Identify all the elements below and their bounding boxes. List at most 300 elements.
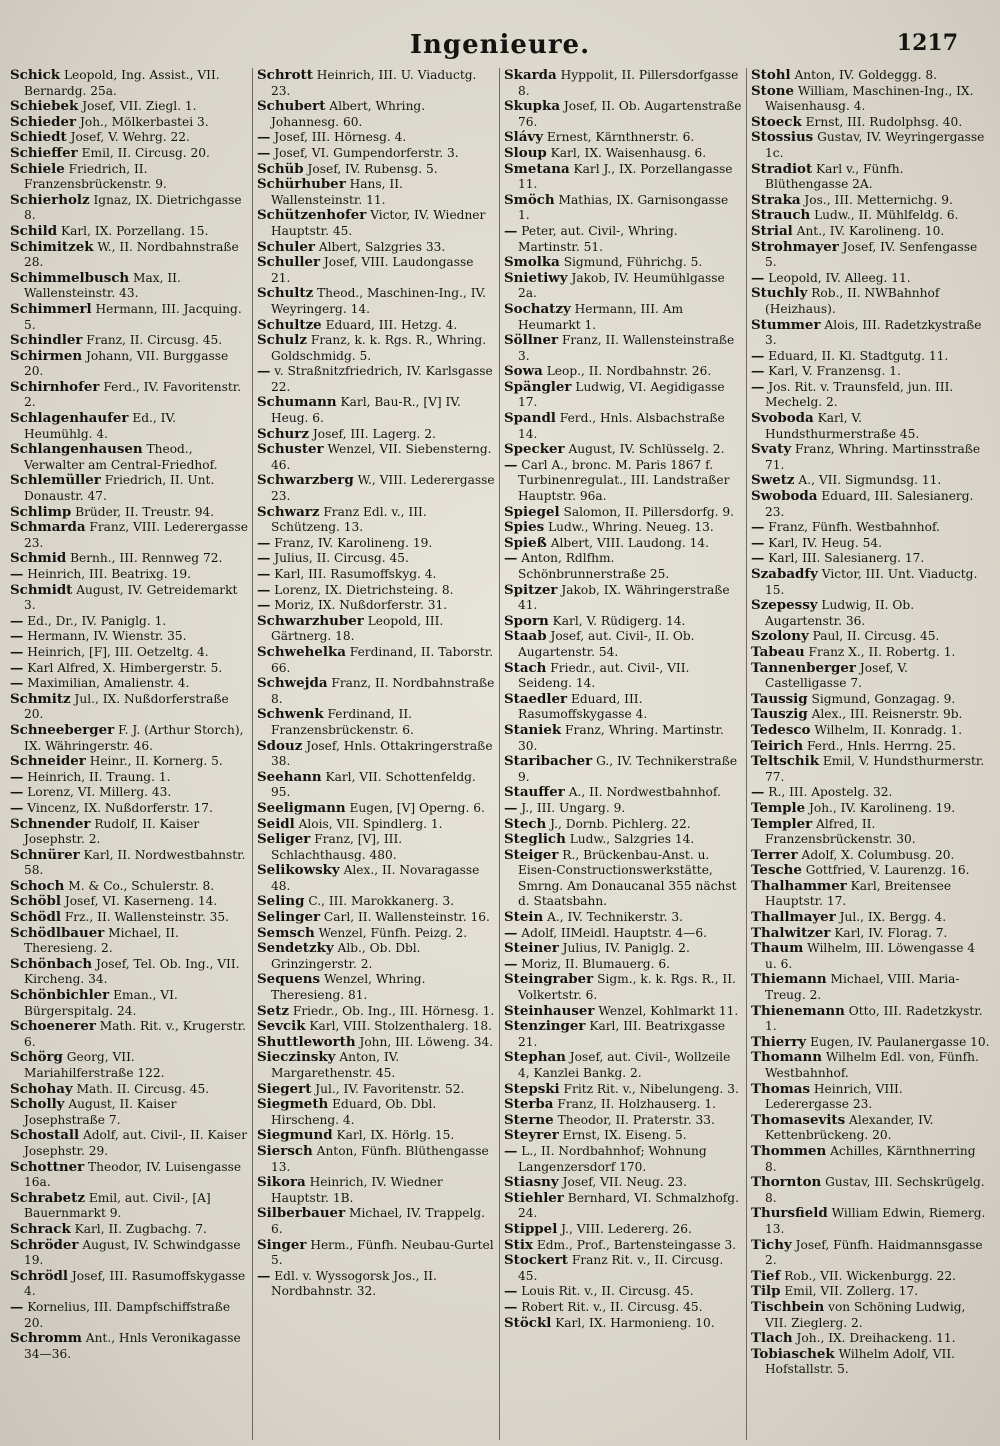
directory-entry (257, 1128, 495, 1144)
entry-name: Terrer (751, 846, 798, 863)
directory-entry (257, 1144, 495, 1175)
entry-details: Ant., Hnls Veronikagasse 34—36. (24, 1331, 241, 1361)
directory-entry (257, 162, 495, 178)
directory-entry (10, 115, 248, 131)
entry-details: Eugen, IV. Paulanergasse 10. (810, 1034, 990, 1049)
entry-name: Thursfield (751, 1205, 828, 1222)
entry-name: — (751, 784, 765, 801)
directory-entry (751, 1175, 990, 1206)
directory-entry (257, 739, 495, 770)
entry-name: Siersch (257, 1142, 313, 1159)
directory-entry (257, 68, 495, 99)
entry-details: Eman., VI. Bürgerspitalg. 24. (24, 988, 178, 1018)
entry-details: Moriz, II. Blumauerg. 6. (521, 956, 670, 971)
entry-name: Spieß (504, 534, 547, 551)
entry-name: Schultze (257, 316, 322, 333)
directory-entry (257, 1175, 495, 1206)
entry-name: Stradiot (751, 160, 813, 177)
directory-entry (10, 1191, 248, 1222)
entry-name: — (751, 534, 765, 551)
entry-details: Joh., IX. Dreihackeng. 11. (796, 1331, 956, 1346)
directory-entry (751, 551, 990, 567)
entry-details: Wilhelm Adolf, VII. Hofstallstr. 5. (765, 1346, 956, 1377)
directory-entry (10, 957, 248, 988)
entry-details: Moriz, IX. Nußdorferstr. 31. (274, 598, 448, 613)
entry-name: Stoeck (751, 113, 802, 130)
directory-entry (257, 941, 495, 972)
entry-name: Schöbl (10, 893, 61, 910)
directory-entry (751, 442, 990, 473)
directory-entry (257, 832, 495, 863)
entry-details: Michael, VIII. Maria-Treug. 2. (765, 972, 960, 1003)
entry-name: — (504, 222, 518, 239)
directory-entry (504, 614, 742, 630)
entry-name: — (257, 1267, 271, 1284)
directory-entry (504, 162, 742, 193)
entry-name: Skarda (504, 68, 557, 83)
directory-entry (257, 536, 495, 552)
directory-entry (751, 1238, 990, 1269)
entry-details: Karl, IV. Florag. 7. (834, 925, 948, 940)
directory-entry (257, 442, 495, 473)
entry-details: Leop., II. Nordbahnstr. 26. (546, 364, 712, 379)
entry-details: Franz, [V], III. Schlachthausg. 480. (271, 832, 403, 862)
entry-details: Karl, IX. Hörlg. 15. (336, 1128, 455, 1143)
entry-details: A., II. Nordwestbahnhof. (568, 785, 721, 800)
entry-name: Thaum (751, 940, 804, 957)
entry-name: Schindler (10, 332, 83, 349)
entry-name: Schörg (10, 1049, 63, 1066)
directory-entry (10, 146, 248, 162)
entry-name: Schuller (257, 254, 321, 271)
entry-details: Josef, III. Rasumoffskygasse 4. (24, 1268, 246, 1299)
entry-name: — (504, 955, 518, 972)
entry-details: Hermann, III. Am Heumarkt 1. (518, 301, 684, 332)
entry-name: Schoch (10, 877, 65, 894)
directory-entry (257, 1035, 495, 1051)
entry-name: Staab (504, 628, 547, 645)
directory-entry (257, 972, 495, 1003)
entry-name: Schwejda (257, 675, 328, 692)
directory-entry (10, 583, 248, 614)
entry-details: Josef, VI. Kaserneng. 14. (64, 894, 218, 909)
directory-entry (10, 1128, 248, 1159)
entry-details: Leopold, IV. Alleeg. 11. (768, 270, 911, 285)
entry-name: Schödlbauer (10, 924, 105, 941)
entry-details: Alfred, II. Franzensbrückenstr. 30. (765, 816, 916, 847)
directory-entry (504, 1300, 742, 1316)
directory-entry (751, 941, 990, 972)
page-number: 1217 (896, 30, 958, 56)
directory-entry (10, 614, 248, 630)
entry-details: August, IV. Schlüsselg. 2. (568, 442, 725, 457)
directory-entry (751, 1035, 990, 1051)
entry-details: W., VIII. Lederergasse 23. (271, 473, 495, 504)
entry-name: Smöch (504, 191, 555, 208)
entry-name: Thienemann (751, 1002, 845, 1019)
directory-entry (10, 505, 248, 521)
directory-entry (257, 894, 495, 910)
entry-details: Carl A., bronc. M. Paris 1867 f. Turbinenregulat., III. Landstraßer Hauptstr. 96a. (518, 457, 730, 504)
directory-entry (751, 926, 990, 942)
entry-name: — (504, 1298, 518, 1315)
entry-details: Victor, III. Unt. Viaductg. 15. (765, 567, 978, 597)
entry-details: Johann, VII. Burggasse 20. (24, 348, 229, 379)
entry-name: Stephan (504, 1049, 566, 1066)
directory-entry (504, 972, 742, 1003)
directory-entry (10, 910, 248, 926)
entry-name: Sevcik (257, 1018, 306, 1035)
entry-name: Schrack (10, 1220, 71, 1237)
entry-details: Ludw., Whring. Neueg. 13. (548, 520, 714, 535)
directory-entry (504, 193, 742, 224)
entry-details: Anton, IV. Margarethenstr. 45. (271, 1050, 400, 1080)
directory-entry (504, 832, 742, 848)
entry-name: Stiasny (504, 1174, 559, 1191)
entry-details: Ferd., IV. Favoritenstr. 2. (24, 379, 242, 410)
directory-entry (257, 1050, 495, 1081)
entry-name: Schiele (10, 160, 65, 177)
entry-name: Specker (504, 441, 565, 458)
entry-details: von Schöning Ludwig, VII. Zieglerg. 2. (765, 1299, 966, 1330)
entry-name: Sendetzky (257, 940, 334, 957)
entry-name: Schmidt (10, 581, 73, 598)
directory-entry (504, 333, 742, 364)
entry-name: Schottner (10, 1158, 85, 1175)
entry-name: Stenzinger (504, 1018, 586, 1035)
entry-details: Josef, IV. Senfengasse 5. (765, 239, 978, 270)
entry-details: Karl, IX. Porzellang. 15. (60, 223, 209, 238)
entry-details: Otto, III. Radetzkystr. 1. (765, 1003, 983, 1034)
entry-name: Steyrer (504, 1127, 559, 1144)
entry-name: Schrödl (10, 1267, 68, 1284)
directory-entry (504, 224, 742, 255)
entry-details: Brüder, II. Treustr. 94. (75, 504, 215, 519)
entry-name: Stossius (751, 129, 814, 146)
entry-details: Sigm., k. k. Rgs. R., II. Volkertstr. 6. (518, 972, 736, 1003)
entry-details: Heinrich, [F], III. Oetzeltg. 4. (27, 644, 209, 659)
directory-entry (504, 380, 742, 411)
entry-name: Siegmund (257, 1127, 333, 1144)
directory-entry (10, 224, 248, 240)
entry-name: Szepessy (751, 597, 818, 614)
entry-name: Tauszig (751, 706, 808, 723)
entry-name: — (751, 347, 765, 364)
entry-details: Josef, Hnls. Ottakringerstraße 38. (271, 738, 493, 769)
directory-entry (751, 1082, 990, 1113)
entry-name: Stohl (751, 68, 791, 83)
directory-entry (10, 1160, 248, 1191)
directory-entry (751, 224, 990, 240)
directory-entry (10, 661, 248, 677)
entry-details: Rob., II. NWBahnhof (Heizhaus). (765, 286, 940, 316)
directory-entry (504, 551, 742, 582)
directory-entry (751, 785, 990, 801)
directory-entry (504, 520, 742, 536)
entry-details: Heinrich, VIII. Lederergasse 23. (765, 1081, 903, 1112)
entry-name: Sloup (504, 144, 547, 161)
entry-name: Sdouz (257, 737, 303, 754)
directory-entry (751, 848, 990, 864)
entry-name: Schoenerer (10, 1018, 96, 1035)
entry-details: Josef, III. Lagerg. 2. (312, 426, 436, 441)
directory-entry (10, 130, 248, 146)
directory-entry (504, 1253, 742, 1284)
entry-details: Adolf, IIMeidl. Hauptstr. 4—6. (521, 925, 707, 940)
directory-entry (751, 817, 990, 848)
entry-name: Siegert (257, 1080, 312, 1097)
directory-entry (751, 707, 990, 723)
directory-entry (751, 240, 990, 271)
entry-details: Emil, VII. Zollerg. 17. (784, 1284, 919, 1299)
entry-details: Josef, II. Ob. Augartenstraße 76. (518, 99, 742, 129)
entry-name: Schürhuber (257, 176, 346, 193)
entry-details: Ludw., II. Mühlfeldg. 6. (814, 208, 959, 223)
entry-details: Hyppolit, II. Pillersdorfgasse 8. (518, 68, 739, 98)
entry-name: Tedesco (751, 721, 811, 738)
entry-name: Schmarda (10, 519, 86, 536)
entry-name: Sterne (504, 1111, 554, 1128)
entry-details: Friedr., aut. Civil-, VII. Seideng. 14. (518, 660, 690, 691)
entry-details: Karl, II. Nordwestbahnstr. 58. (24, 847, 246, 878)
entry-details: Emil, II. Circusg. 20. (81, 145, 210, 160)
entry-details: Josef, VII. Ziegl. 1. (82, 99, 197, 114)
entry-name: Stuchly (751, 285, 808, 302)
directory-entry (751, 162, 990, 193)
directory-entry (504, 1004, 742, 1020)
entry-details: Eduard, III. Hetzg. 4. (325, 317, 458, 332)
columns (6, 68, 994, 1440)
entry-name: Swoboda (751, 488, 818, 505)
entry-details: Eduard, Ob. Dbl. Hirscheng. 4. (271, 1097, 437, 1127)
entry-name: Strauch (751, 207, 811, 224)
directory-entry (751, 645, 990, 661)
entry-name: Schlemüller (10, 472, 101, 489)
entry-details: Maximilian, Amalienstr. 4. (27, 676, 190, 691)
entry-details: Franz, Fünfh. Westbahnhof. (768, 520, 940, 535)
entry-name: Tabeau (751, 643, 805, 660)
directory-entry (257, 1082, 495, 1098)
entry-name: Stone (751, 82, 795, 99)
column-4 (747, 68, 994, 1440)
entry-name: Schwenk (257, 706, 324, 723)
entry-name: — (10, 612, 24, 629)
entry-details: Franz, k. k. Rgs. R., Whring. Goldschmidg. 5. (271, 333, 487, 363)
entry-name: Seling (257, 893, 305, 910)
entry-name: Thomasevits (751, 1111, 846, 1128)
entry-name: Schrott (257, 68, 313, 83)
entry-details: Jul., IV. Favoritenstr. 52. (315, 1081, 465, 1096)
entry-details: Victor, IV. Wiedner Hauptstr. 45. (271, 208, 486, 238)
entry-details: Anton, Fünfh. Blüthengasse 13. (271, 1143, 489, 1174)
entry-details: Josef, VII. Neug. 23. (562, 1175, 687, 1190)
entry-details: Sigmund, Gonzagag. 9. (811, 691, 956, 706)
entry-name: Scholly (10, 1096, 65, 1113)
directory-entry (257, 801, 495, 817)
entry-name: Semsch (257, 924, 315, 941)
directory-entry (257, 583, 495, 599)
entry-details: Paul, II. Circusg. 45. (812, 629, 940, 644)
entry-details: Theod., Verwalter am Central-Friedhof. (24, 442, 218, 472)
entry-name: Stein (504, 909, 544, 926)
entry-details: Ant., IV. Karolineng. 10. (796, 223, 945, 238)
entry-name: Taussig (751, 690, 808, 707)
entry-name: Schurz (257, 425, 309, 442)
directory-entry (10, 473, 248, 504)
entry-name: Schmitz (10, 690, 71, 707)
entry-details: Jos. Rit. v. Traunsfeld, jun. III. Mechelg. 2. (765, 379, 954, 410)
directory-entry (751, 1269, 990, 1285)
directory-entry (751, 520, 990, 536)
directory-entry (504, 692, 742, 723)
entry-details: Theodor, II. Praterstr. 33. (557, 1112, 715, 1127)
directory-entry (751, 879, 990, 910)
entry-name: Thommen (751, 1142, 827, 1159)
entry-name: Schirmen (10, 347, 83, 364)
entry-details: Hans, II. Wallensteinstr. 11. (271, 177, 403, 207)
entry-details: J., Dornb. Pichlerg. 22. (550, 816, 691, 831)
entry-details: Michael, IV. Trappelg. 6. (271, 1206, 486, 1236)
entry-name: Shuttleworth (257, 1033, 356, 1050)
entry-details: J., VIII. Ledererg. 26. (561, 1221, 692, 1236)
entry-details: Kornelius, III. Dampfschiffstraße 20. (24, 1299, 231, 1330)
directory-entry (751, 1113, 990, 1144)
entry-details: Eugen, [V] Operng. 6. (349, 800, 485, 815)
directory-entry (504, 583, 742, 614)
entry-name: Seehann (257, 768, 322, 785)
entry-details: M. & Co., Schulerstr. 8. (68, 878, 215, 893)
entry-details: Hermann, IV. Wienstr. 35. (27, 629, 187, 644)
directory-entry (751, 801, 990, 817)
entry-details: Math. II. Circusg. 45. (76, 1081, 210, 1096)
entry-details: Eduard, III. Salesianerg. 23. (765, 489, 974, 519)
page-header (0, 30, 1000, 64)
entry-name: Schneider (10, 753, 86, 770)
entry-name: — (10, 784, 24, 801)
entry-name: — (504, 1283, 518, 1300)
entry-name: Sequens (257, 971, 321, 988)
directory-entry (504, 302, 742, 333)
directory-entry (751, 972, 990, 1003)
directory-entry (751, 1206, 990, 1237)
entry-details: Achilles, Kärnthnerring 8. (765, 1143, 976, 1174)
entry-details: Frz., II. Wallensteinstr. 35. (64, 910, 229, 925)
entry-details: Leopold, III. Gärtnerg. 18. (271, 613, 444, 644)
directory-entry (751, 349, 990, 365)
directory-entry (257, 255, 495, 286)
directory-entry (257, 1206, 495, 1237)
entry-name: — (504, 799, 518, 816)
directory-entry (751, 1050, 990, 1081)
entry-name: Schulz (257, 332, 307, 349)
entry-name: Schüb (257, 160, 304, 177)
directory-entry (10, 894, 248, 910)
entry-name: Schneeberger (10, 721, 115, 738)
directory-entry (10, 770, 248, 786)
directory-entry (10, 629, 248, 645)
entry-name: Spängler (504, 378, 572, 395)
entry-details: Georg, VII. Mariahilferstraße 122. (24, 1050, 165, 1080)
directory-entry (504, 801, 742, 817)
entry-details: L., II. Nordbahnhof; Wohnung Langenzersdorf 170. (518, 1143, 707, 1174)
directory-entry (10, 754, 248, 770)
directory-entry (504, 442, 742, 458)
directory-entry (257, 926, 495, 942)
directory-entry (257, 770, 495, 801)
entry-details: G., IV. Technikerstraße 9. (518, 754, 738, 784)
entry-details: Adolf, X. Columbusg. 20. (801, 847, 955, 862)
entry-name: Schnender (10, 815, 91, 832)
entry-name: Thalhammer (751, 877, 847, 894)
column-3 (500, 68, 747, 1440)
entry-details: Karl, Breitensee Hauptstr. 17. (765, 878, 952, 909)
entry-name: Thallmayer (751, 909, 836, 926)
entry-name: Tesche (751, 862, 802, 879)
entry-details: Anton, Rdlfhm. Schönbrunnerstraße 25. (518, 551, 670, 581)
entry-name: Schlangenhausen (10, 441, 143, 458)
entry-details: Ignaz, IX. Dietrichgasse 8. (24, 192, 242, 223)
directory-entry (10, 848, 248, 879)
entry-details: Josef, Tel. Ob. Ing., VII. Kircheng. 34. (24, 956, 240, 987)
directory-entry (257, 1238, 495, 1269)
entry-name: Thierry (751, 1033, 807, 1050)
entry-details: Ludw., Salzgries 14. (569, 832, 695, 847)
entry-name: Spies (504, 519, 545, 536)
entry-details: Heinrich, IV. Wiedner Hauptstr. 1B. (271, 1175, 443, 1205)
directory-entry (257, 551, 495, 567)
entry-details: August, II. Kaiser Josephstraße 7. (24, 1097, 177, 1127)
entry-name: — (257, 566, 271, 582)
entry-name: Thornton (751, 1174, 822, 1191)
entry-details: Franz, II. Holzhauserg. 1. (557, 1097, 717, 1112)
entry-name: Straka (751, 191, 801, 208)
entry-name: Snietiwy (504, 269, 568, 286)
entry-name: Schwarz (257, 503, 320, 520)
directory-entry (504, 661, 742, 692)
entry-details: August, IV. Schwindgasse 19. (24, 1237, 241, 1268)
directory-entry (504, 99, 742, 130)
entry-details: R., III. Apostelg. 32. (768, 785, 893, 800)
entry-details: Josef, aut. Civil-, Wollzeile 4, Kanzlei Bankg. 2. (518, 1050, 731, 1080)
directory-entry (504, 1284, 742, 1300)
entry-details: Rudolf, II. Kaiser Josephstr. 2. (24, 816, 200, 847)
entry-name: Stummer (751, 316, 821, 333)
entry-details: Fritz Rit. v., Nibelungeng. 3. (563, 1081, 739, 1096)
directory-entry (751, 536, 990, 552)
entry-name: Slávy (504, 129, 543, 146)
directory-entry (504, 1175, 742, 1191)
directory-entry (257, 333, 495, 364)
directory-entry (257, 177, 495, 208)
entry-name: Schieder (10, 113, 77, 130)
directory-entry (751, 754, 990, 785)
entry-name: Stix (504, 1236, 533, 1253)
entry-name: Stöckl (504, 1314, 552, 1331)
entry-details: Franz, II. Wallensteinstraße 3. (518, 333, 735, 363)
entry-details: Alb., Ob. Dbl. Grinzingerstr. 2. (271, 941, 421, 971)
entry-details: Karl, V. Rüdigerg. 14. (552, 613, 686, 628)
directory-entry (504, 271, 742, 302)
entry-details: Jakob, IV. Heumühlgasse 2a. (518, 270, 725, 301)
entry-details: Adolf, aut. Civil-, II. Kaiser Josephstr. 29. (24, 1128, 248, 1158)
directory-entry (751, 739, 990, 755)
entry-name: Schwarzhuber (257, 612, 364, 629)
directory-entry (751, 489, 990, 520)
entry-details: Robert Rit. v., II. Circusg. 45. (521, 1299, 703, 1314)
entry-name: Selikowsky (257, 862, 340, 879)
directory-entry (257, 99, 495, 130)
directory-entry (10, 162, 248, 193)
